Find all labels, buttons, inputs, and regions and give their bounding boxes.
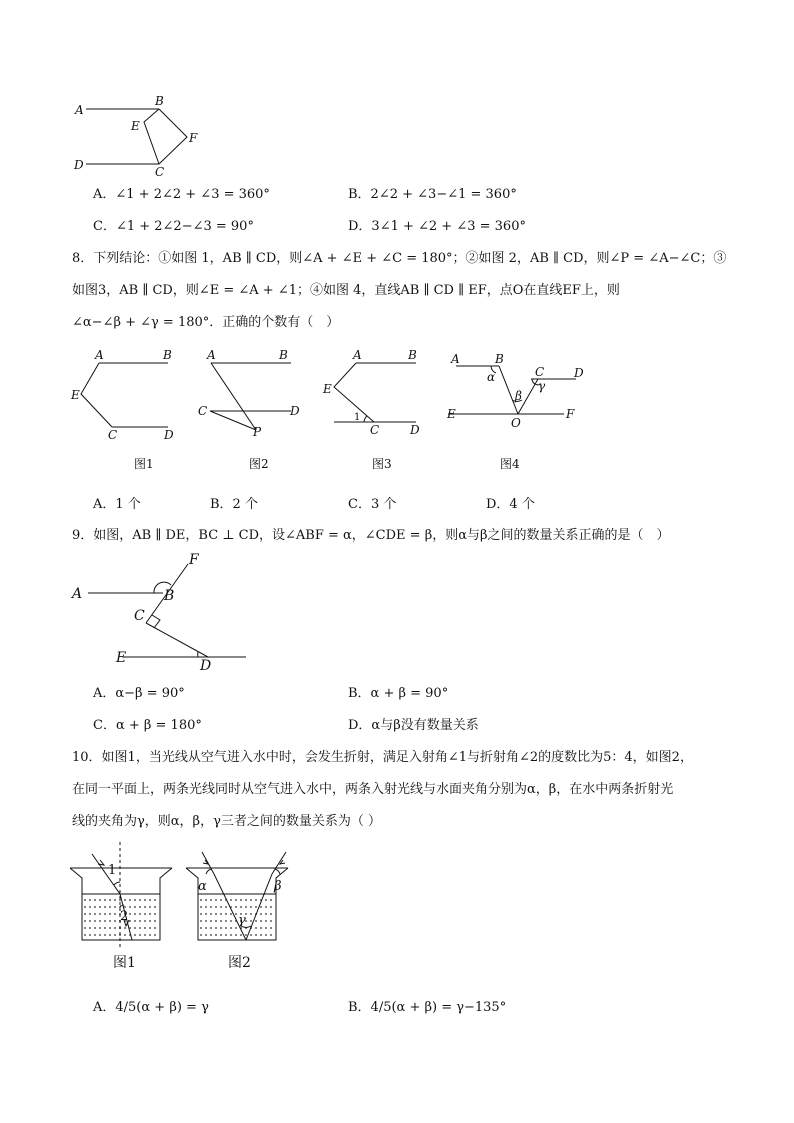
q8-option-b[interactable]: B．2 个 [210,497,258,512]
q8-fig3-caption: 图3 [372,457,392,471]
q8-figure-3 [322,346,442,476]
figure-label: B [279,348,288,362]
q7-label-c: C [155,165,165,179]
figure-label: D [574,366,584,380]
figure-label: 1 [354,412,361,423]
q9-option-b[interactable]: B．α + β = 90° [348,686,449,701]
figure-label: A [72,586,83,602]
figure-label: α [198,879,207,894]
q10-option-b[interactable]: B．4/5(α + β) = γ−135° [348,1000,507,1015]
q10-figure-2 [186,840,296,975]
figure-label: F [189,552,199,568]
q10-figure-1 [70,840,180,975]
figure-label: B [408,348,417,362]
q8-stem-line2: 如图3，AB ∥ CD，则∠E = ∠A + ∠1；④如图 4，直线AB ∥ CD ∥ EF，点O在直线EF上，则 [72,283,620,298]
figure-label: 2 [120,909,129,924]
figure-label: E [116,650,127,666]
q9-figure [68,550,258,675]
figure-label: γ [238,913,246,928]
figure-label: B [164,588,175,604]
figure-label: A [95,348,104,362]
q7-label-b: B [155,94,164,108]
figure-label: C [370,423,380,437]
figure-label: C [108,428,118,442]
q7-option-c[interactable]: C．∠1 + 2∠2−∠3 = 90° [93,219,254,234]
figure-label: C [198,404,208,418]
figure-label: γ [538,379,546,393]
figure-label: A [451,352,460,366]
figure-label: P [253,425,262,439]
q8-figure-1 [68,346,188,476]
q10-stem-line3: 线的夹角为γ，则α，β，γ三者之间的数量关系为（ ） [72,814,381,829]
q8-option-c[interactable]: C．3 个 [348,497,397,512]
q8-option-d[interactable]: D．4 个 [486,497,535,512]
q7-label-a: A [75,103,84,117]
figure-label: O [511,416,521,430]
q10-stem-line1: 10．如图1，当光线从空气进入水中时，会发生折射，满足入射角∠1与折射角∠2的度数比为5：4，如图2， [72,750,693,765]
q8-fig4-caption: 图4 [500,457,520,471]
q9-stem: 9．如图，AB ∥ DE，BC ⊥ CD，设∠ABF = α，∠CDE = β，则α与β之间的数量关系正确的是（ ） [72,528,670,543]
figure-label: D [200,658,212,674]
q10-fig2-caption: 图2 [228,955,251,971]
q8-figure-2 [195,346,315,476]
q7-label-e: E [131,119,140,133]
q7-option-b[interactable]: B．2∠2 + ∠3−∠1 = 360° [348,187,517,202]
figure-label: E [323,382,332,396]
figure-label: E [447,407,456,421]
q8-stem-line1: 8．下列结论：①如图 1，AB ∥ CD，则∠A + ∠E + ∠C = 180°；②如图 2，AB ∥ CD，则∠P = ∠A−∠C；③ [72,251,727,266]
q7-option-d[interactable]: D．3∠1 + ∠2 + ∠3 = 360° [348,219,526,234]
q10-option-a[interactable]: A．4/5(α + β) = γ [93,1000,209,1015]
q10-stem-line2: 在同一平面上，两条光线同时从空气进入水中，两条入射光线与水面夹角分别为α，β，在水中两条折射光 [72,782,674,797]
figure-label: A [353,348,362,362]
q7-figure [70,92,230,182]
figure-label: β [274,879,282,894]
figure-label: E [71,388,80,402]
figure-label: B [495,352,504,366]
figure-label: D [290,404,300,418]
figure-label: D [410,423,420,437]
q9-option-d[interactable]: D．α与β没有数量关系 [348,718,479,733]
figure-label: A [207,348,216,362]
figure-label: B [163,348,172,362]
q8-option-a[interactable]: A．1 个 [93,497,141,512]
figure-label: β [515,389,522,403]
figure-label: C [535,365,545,379]
q8-figure-4 [446,346,586,476]
q7-label-f: F [189,131,198,145]
q9-option-a[interactable]: A．α−β = 90° [93,686,185,701]
figure-label: F [566,407,575,421]
figure-label: α [487,370,496,384]
q7-label-d: D [74,158,84,172]
q10-fig1-caption: 图1 [113,955,136,971]
q9-option-c[interactable]: C．α + β = 180° [93,718,202,733]
q8-fig1-caption: 图1 [134,457,154,471]
q7-option-a[interactable]: A．∠1 + 2∠2 + ∠3 = 360° [93,187,270,202]
figure-label: D [164,428,174,442]
q8-fig2-caption: 图2 [249,457,269,471]
figure-label: 1 [108,863,117,878]
q8-stem-line3: ∠α−∠β + ∠γ = 180°．正确的个数有（ ） [72,315,340,330]
figure-label: C [134,608,145,624]
